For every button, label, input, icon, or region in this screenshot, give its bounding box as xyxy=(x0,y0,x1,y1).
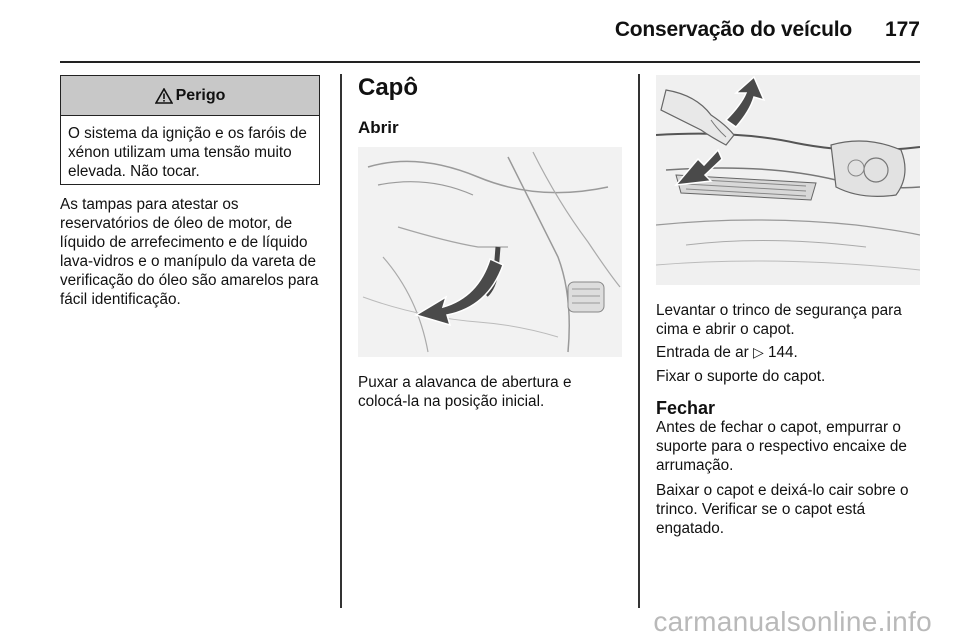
watermark: carmanualsonline.info xyxy=(653,606,932,637)
air-inlet-label: Entrada de ar xyxy=(656,344,749,361)
open-heading: Abrir xyxy=(358,118,399,137)
release-lever-illustration xyxy=(358,147,622,357)
close-text-2: Baixar o capot e deixá-lo cair sobre o trinco. Verificar se o capot está engatado. xyxy=(656,482,909,537)
warning-box xyxy=(60,75,320,185)
fluid-caps-paragraph: As tampas para atestar os reservatórios de óleo de motor, de líquido de arrefecimento e de líquido lava-vidros e o manípulo da vareta de verificação do óleo são amarelos para fácil identificação. xyxy=(60,196,319,308)
warning-triangle-icon xyxy=(155,88,173,104)
page-number: 177 xyxy=(884,18,920,41)
air-inlet-reference xyxy=(656,343,926,362)
header-rule xyxy=(60,61,920,63)
page-header-title: Conservação do veículo xyxy=(614,18,852,41)
column-divider-2 xyxy=(638,74,640,608)
hood-latch-illustration xyxy=(656,75,920,285)
air-inlet-page-ref[interactable]: 144. xyxy=(767,344,798,361)
column-divider-1 xyxy=(340,74,342,608)
page-reference-arrow-icon: ▷ xyxy=(752,344,764,360)
warning-title: Perigo xyxy=(175,86,226,104)
warning-header xyxy=(61,76,319,116)
close-text-1: Antes de fechar o capot, empurrar o suporte para o respectivo encaixe de arrumação. xyxy=(656,419,907,474)
close-heading: Fechar xyxy=(656,398,716,418)
lift-latch-text: Levantar o trinco de segurança para cima e abrir o capot. xyxy=(656,302,902,338)
section-title: Capô xyxy=(358,74,418,101)
open-caption: Puxar a alavanca de abertura e colocá-la na posição inicial. xyxy=(358,374,572,410)
warning-text: O sistema da ignição e os faróis de xénon utilizam uma tensão muito elevada. Não tocar. xyxy=(68,125,307,180)
fix-support-text: Fixar o suporte do capot. xyxy=(656,368,826,385)
